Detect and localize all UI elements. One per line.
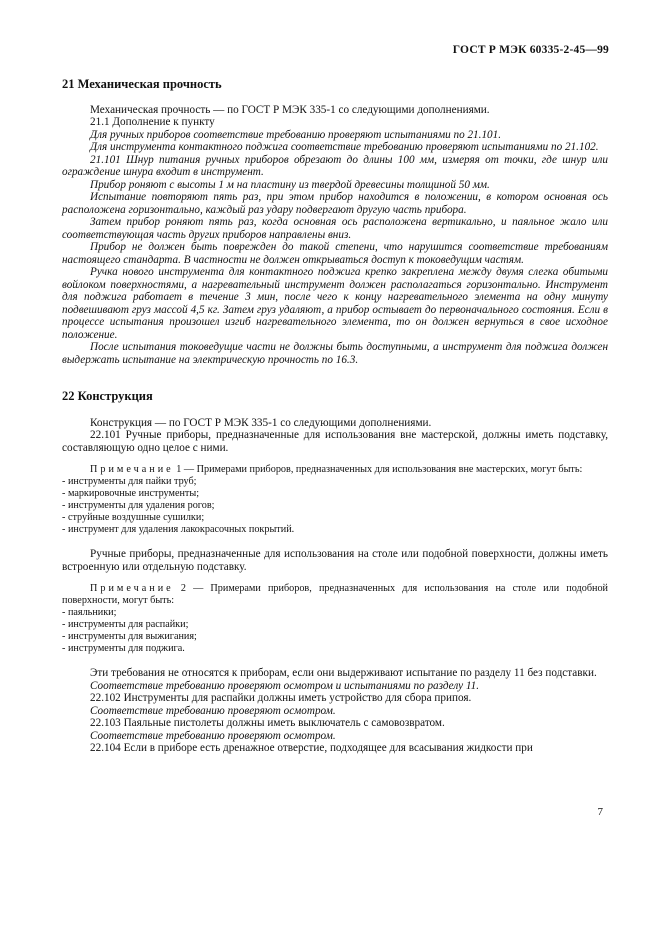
- note-2-label: Примечание: [90, 583, 174, 594]
- note-2-text: 2 — Примерами приборов, предназначенных для использования на столе или подобной поверхности, могут быть:: [62, 583, 608, 606]
- clause-22-102: 22.102 Инструменты для распайки должны иметь устройство для сбора припоя.: [90, 692, 472, 704]
- sec21-drop-test: Прибор роняют с высоты 1 м на пластину из твердой древесины толщиной 50 мм.: [90, 178, 490, 191]
- page-content: [62, 78, 608, 755]
- list-item: - инструменты для выжигания;: [62, 631, 197, 642]
- clause-22-101: 22.101 Ручные приборы, предназначенные для использования вне мастерской, должны иметь подставку, составляющую одно целое с ними.: [62, 429, 608, 454]
- sec22-intro: Конструкция — по ГОСТ Р МЭК 335-1 со следующими дополнениями.: [90, 416, 432, 429]
- sec22-check-inspection: Соответствие требованию проверяют осмотром.: [90, 704, 336, 717]
- sec22-check-inspection: Соответствие требованию проверяют осмотром.: [90, 729, 336, 742]
- clause-22-104: 22.104 Если в приборе есть дренажное отверстие, подходящее для всасывания жидкости при: [90, 742, 533, 754]
- sec21-damage-req: Прибор не должен быть поврежден до такой степени, что нарушится соответствие требованиям настоящего стандарта. В частности не должен открываться доступ к токоведущим частям.: [62, 241, 608, 266]
- list-item: - инструменты для пайки труб;: [62, 476, 197, 487]
- sec22-exemption: Эти требования не относятся к приборам, если они выдерживают испытание по разделу 11 без подставки.: [90, 667, 597, 679]
- section-21-heading: 21 Механическая прочность: [62, 77, 222, 91]
- list-item: - паяльники;: [62, 607, 117, 618]
- sec21-repeat-test: Испытание повторяют пять раз, при этом прибор находится в положении, в котором основная ось расположена горизонтально, каждый раз удару подвергают другую часть прибора.: [62, 191, 608, 216]
- list-item: - инструменты для удаления рогов;: [62, 500, 215, 511]
- document-header-code: ГОСТ Р МЭК 60335-2-45—99: [452, 44, 609, 56]
- list-item: - инструменты для поджига.: [62, 643, 185, 654]
- note-2: [62, 583, 608, 607]
- sec22-check-11: Соответствие требованию проверяют осмотром и испытаниями по разделу 11.: [90, 679, 479, 692]
- sec21-contact-ignition: Для инструмента контактного поджига соответствие требованию проверяют испытаниями по 21.102.: [90, 141, 599, 153]
- list-item: - маркировочные инструменты;: [62, 488, 200, 499]
- list-item: - инструмент для удаления лакокрасочных покрытий.: [62, 524, 295, 535]
- note-2-list: [62, 607, 608, 655]
- sec21-after-test: После испытания токоведущие части не должны быть доступными, а инструмент для поджига должен выдержать испытание на электрическую прочность по 16.3.: [62, 341, 608, 366]
- sec21-intro: Механическая прочность — по ГОСТ Р МЭК 335-1 со следующими дополнениями.: [90, 103, 490, 116]
- clause-21-101: 21.101 Шнур питания ручных приборов обрезают до длины 100 мм, измеряя от точки, где шнур или ограждение шнура входит в инструмент.: [62, 153, 608, 178]
- note-1: [62, 464, 608, 476]
- sec21-handle-test: Ручка нового инструмента для контактного поджига крепко закреплена между двумя слегка обитыми войлоком поверхностями, а нагревательный инструмент должен располагаться горизонтально. Инструмент для поджига работает в течение 3 мин, после чего к концу нагревательного элемента на одну минуту подвешивают груз массой 4,5 кг. Затем груз удаляют, а прибор остывает до первоначального состояния. Если в процессе испытания произошел изгиб нагревательного элемента, то он должен вернуться в свое исходное положение.: [62, 266, 608, 341]
- list-item: - струйные воздушные сушилки;: [62, 512, 205, 523]
- list-item: - инструменты для распайки;: [62, 619, 189, 630]
- page-number: 7: [597, 806, 603, 818]
- note-1-text: 1 — Примерами приборов, предназначенных для использования вне мастерских, могут быть:: [173, 464, 583, 475]
- clause-22-103: 22.103 Паяльные пистолеты должны иметь выключатель с самовозвратом.: [90, 717, 445, 729]
- sec21-vertical-test: Затем прибор роняют пять раз, когда основная ось расположена вертикально, и паяльное жало или соответствующая часть других приборов направлены вниз.: [62, 216, 608, 241]
- sec21-hand-devices: Для ручных приборов соответствие требованию проверяют испытаниями по 21.101.: [90, 128, 502, 141]
- sec21-addition: 21.1 Дополнение к пункту: [90, 116, 215, 128]
- note-1-label: Примечание: [90, 464, 174, 475]
- note-1-list: [62, 476, 608, 536]
- section-22-heading: 22 Конструкция: [62, 389, 153, 403]
- sec22-table-devices: Ручные приборы, предназначенные для использования на столе или подобной поверхности, должны иметь встроенную или отдельную подставку.: [62, 548, 608, 573]
